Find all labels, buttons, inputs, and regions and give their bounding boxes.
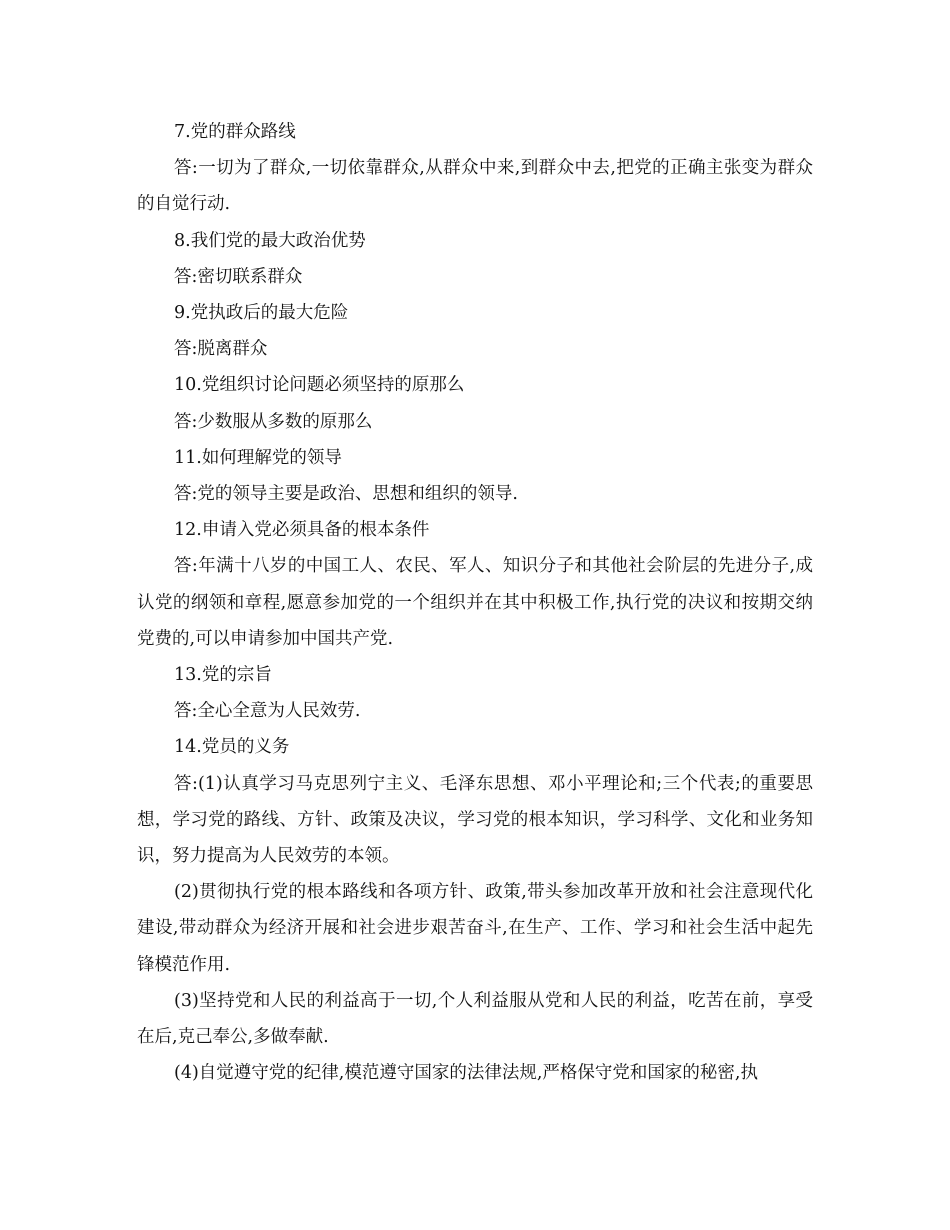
answer-7: 答:一切为了群众,一切依靠群众,从群众中来,到群众中去,把党的正确主张变为群众的自觉行动. <box>137 158 813 215</box>
question-7: 7.党的群众路线 <box>174 122 296 142</box>
answer-11: 答:党的领导主要是政治、思想和组织的领导. <box>174 484 518 505</box>
question-13: 13.党的宗旨 <box>174 665 272 686</box>
question-10: 10.党组织讨论问题必须坚持的原那么 <box>174 375 465 396</box>
answer-14-item-3: (3)坚持党和人民的利益高于一切,个人利益服从党和人民的利益，吃苦在前，享受在后,克己奉公,多做奉献. <box>137 990 813 1048</box>
answer-14-item-2: (2)贯彻执行党的根本路线和各项方针、政策,带头参加改革开放和社会注意现代化建设,带动群众为经济开展和社会进步艰苦奋斗,在生产、工作、学习和社会生活中起先锋模范作用. <box>137 882 813 975</box>
answer-9: 答:脱离群众 <box>174 339 268 360</box>
answer-14-item-4: (4)自觉遵守党的纪律,模范遵守国家的法律法规,严格保守党和国家的秘密,执 <box>174 1063 758 1084</box>
answer-10: 答:少数服从多数的原那么 <box>174 411 373 432</box>
question-12: 12.申请入党必须具备的根本条件 <box>174 520 430 541</box>
answer-14-item-1: 答:(1)认真学习马克思列宁主义、毛泽东思想、邓小平理论和;三个代表;的重要思想，学习党的路线、方针、政策及决议，学习党的根本知识，学习科学、文化和业务知识，努力提高为人民效劳的本领。 <box>137 773 813 867</box>
answer-12: 答:年满十八岁的中国工人、农民、军人、知识分子和其他社会阶层的先进分子,成认党的纲领和章程,愿意参加党的一个组织并在其中积极工作,执行党的决议和按期交纳党费的,可以申请参加中国共产党. <box>137 556 813 649</box>
document-body <box>137 114 813 1091</box>
question-14: 14.党员的义务 <box>174 737 290 758</box>
question-11: 11.如何理解党的领导 <box>174 447 342 468</box>
answer-13: 答:全心全意为人民效劳. <box>174 701 361 722</box>
question-8: 8.我们党的最大政治优势 <box>174 230 366 251</box>
answer-8: 答:密切联系群众 <box>174 266 303 287</box>
question-9: 9.党执政后的最大危险 <box>174 303 349 324</box>
